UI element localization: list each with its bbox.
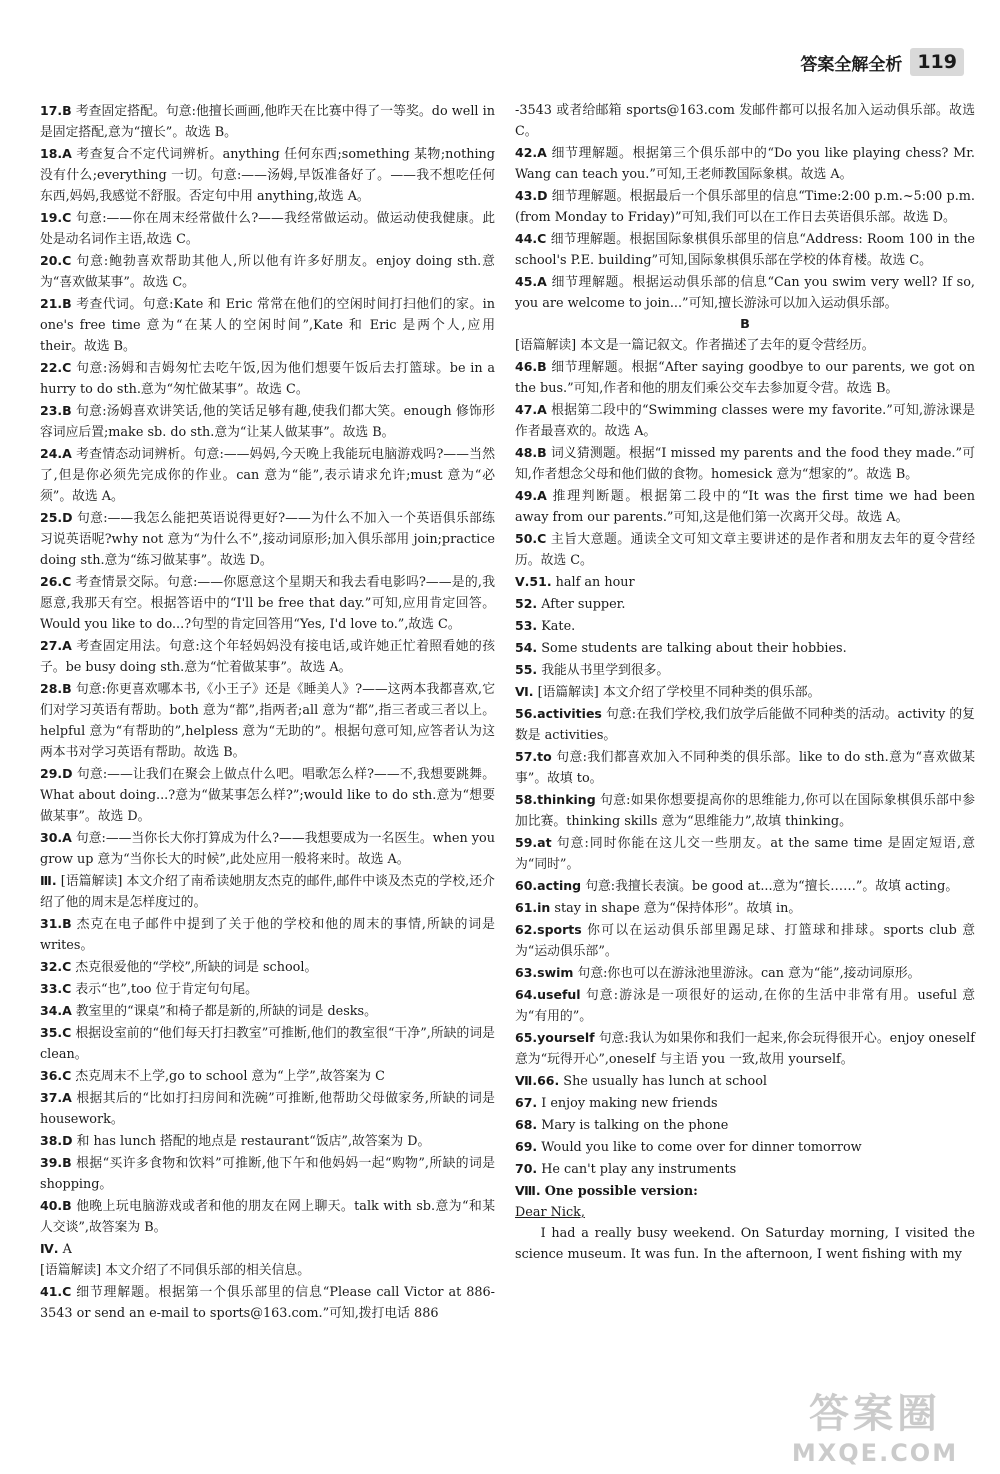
answer-text: 句意:我们都喜欢加入不同种类的俱乐部。like to do sth.意为“喜欢做某事”。故填 to。 <box>515 750 975 786</box>
answer-text: B <box>740 317 750 332</box>
answer-text: Kate. <box>541 619 576 634</box>
answer-item <box>40 827 495 870</box>
answer-item <box>515 1027 975 1070</box>
answer-item <box>40 400 495 443</box>
answer-item <box>515 356 975 399</box>
answer-text: One possible version: <box>544 1184 698 1199</box>
answer-number: 58.thinking <box>515 792 596 807</box>
answer-text: 细节理解题。根据运动俱乐部的信息“Can you swim very well? If so, you are welcome to join...”可知,擅长游泳可以加入运动俱乐部。 <box>515 275 975 311</box>
answer-text: [语篇解读] 本文是一篇记叙文。作者描述了去年的夏令营经历。 <box>515 338 875 353</box>
answer-item <box>515 962 975 984</box>
answer-item <box>40 571 495 635</box>
answer-number: 54. <box>515 640 538 655</box>
answer-number: 35.C <box>40 1025 72 1040</box>
answer-number: Ⅴ.51. <box>515 574 552 589</box>
answer-item <box>40 1152 495 1195</box>
answer-text: Some students are talking about their hobbies. <box>541 641 847 656</box>
header-title: 答案全解全析 <box>800 54 903 75</box>
answer-text: 表示“也”,too 位于肯定句句尾。 <box>75 982 258 997</box>
answer-number: 43.D <box>515 188 548 203</box>
answer-text: 考查情景交际。句意:——你愿意这个星期天和我去看电影吗?——是的,我愿意,我那天有空。根据答语中的“I'll be free that day.”可知,应用肯定回答。Would you like to do...?句型的肯定回答用“Yes, I'd love to.”,故选 C。 <box>40 575 495 632</box>
answer-item <box>515 271 975 314</box>
answer-number: 68. <box>515 1117 538 1132</box>
answer-number: 50.C <box>515 531 547 546</box>
answer-item <box>40 1130 495 1152</box>
answer-text: 考查情态动词辨析。句意:——妈妈,今天晚上我能玩电脑游戏吗?——当然了,但是你必须先完成你的作业。can 意为“能”,表示请求允许;must 意为“必须”。故选 A。 <box>40 447 495 504</box>
answer-item <box>515 228 975 271</box>
answer-text: Mary is talking on the phone <box>541 1118 729 1133</box>
answer-item <box>40 1022 495 1065</box>
answer-text: 句意:你更喜欢哪本书,《小王子》还是《睡美人》?——这两本我都喜欢,它们对学习英语有帮助。both 意为“都”,指两者;all 意为“都”,指三者或三者以上。helpful 意为“有帮助的”,helpless 意为“无助的”。根据句意可知,应答者认为这两本书对学习英语有帮助。故选 B。 <box>40 682 495 760</box>
answer-item <box>515 1180 975 1202</box>
answer-number: 69. <box>515 1139 538 1154</box>
answer-item <box>40 1065 495 1087</box>
answer-item <box>515 875 975 897</box>
answer-item <box>515 1092 975 1114</box>
answer-number: 27.A <box>40 638 72 653</box>
answer-number: 33.C <box>40 981 72 996</box>
answer-item <box>515 703 975 746</box>
answer-text: [语篇解读] 本文介绍了不同俱乐部的相关信息。 <box>40 1263 310 1278</box>
answer-text: 细节理解题。根据“After saying goodbye to our parents, we got on the bus.”可知,作者和他的朋友们乘公交车去参加夏令营。故选 B。 <box>515 360 975 396</box>
answer-text: 他晚上玩电脑游戏或者和他的朋友在网上聊天。talk with sb.意为“和某人交谈”,故答案为 B。 <box>40 1199 495 1235</box>
answer-number: 56.activities <box>515 706 602 721</box>
answer-number: 47.A <box>515 402 547 417</box>
answer-number: 70. <box>515 1161 538 1176</box>
answer-number: 22.C <box>40 360 72 375</box>
answer-text: 句意:如果你想要提高你的思维能力,你可以在国际象棋俱乐部中参加比赛。thinking skills 意为“思维能力”,故填 thinking。 <box>515 793 975 829</box>
answer-item <box>40 293 495 357</box>
answer-number: 61.in <box>515 900 551 915</box>
answer-item <box>40 1195 495 1238</box>
answer-text: Would you like to come over for dinner tomorrow <box>541 1140 862 1155</box>
answer-text: 考查复合不定代词辨析。anything 任何东西;something 某物;nothing 没有什么;everything 一切。句意:——汤姆,早饭准备好了。——我不想吃任何东西,妈妈,我感觉不舒服。否定句中用 anything,故选 A。 <box>40 147 495 204</box>
answer-text: 句意:同时你能在这儿交一些朋友。at the same time 是固定短语,意为“同时”。 <box>515 836 975 872</box>
answer-item <box>515 615 975 637</box>
answer-number: 67. <box>515 1095 538 1110</box>
answer-number: 19.C <box>40 210 72 225</box>
page-header <box>800 44 964 80</box>
answer-item <box>40 357 495 400</box>
answer-text: 句意:你也可以在游泳池里游泳。can 意为“能”,接动词原形。 <box>577 966 921 981</box>
right-column <box>515 100 975 1265</box>
answer-text: 句意:——你在周末经常做什么?——我经常做运动。做运动使我健康。此处是动名词作主语,故选 C。 <box>40 211 495 247</box>
answer-item <box>515 142 975 185</box>
answer-number: 39.B <box>40 1155 72 1170</box>
answer-text: After supper. <box>541 597 626 612</box>
answer-number: 17.B <box>40 103 72 118</box>
answer-number: 52. <box>515 596 538 611</box>
answer-item <box>515 1223 975 1265</box>
answer-number: 37.A <box>40 1090 72 1105</box>
answer-number: Ⅲ. <box>40 873 57 888</box>
answer-text: 细节理解题。根据第三个俱乐部中的“Do you like playing chess? Mr. Wang can teach you.”可知,王老师教国际象棋。故选 A。 <box>515 146 975 182</box>
answer-number: Ⅵ. <box>515 684 534 699</box>
answer-number: 46.B <box>515 359 547 374</box>
answer-number: 48.B <box>515 445 547 460</box>
answer-item <box>40 443 495 507</box>
answer-item <box>40 207 495 250</box>
answer-item <box>515 832 975 875</box>
answer-item <box>40 100 495 143</box>
answer-item <box>515 335 975 356</box>
answer-text: 根据“买许多食物和饮料”可推断,他下午和他妈妈一起“购物”,所缺的词是 shopping。 <box>40 1156 495 1192</box>
answer-number: 42.A <box>515 145 547 160</box>
answer-text: half an hour <box>555 575 635 590</box>
answer-number: Ⅳ. <box>40 1241 59 1256</box>
answer-number: 28.B <box>40 681 72 696</box>
answer-text: 句意:——让我们在聚会上做点什么吧。唱歌怎么样?——不,我想要跳舞。What about doing...?意为“做某事怎么样?”;would like to do sth.意为“想要做某事”。故选 D。 <box>40 767 495 824</box>
answer-item <box>515 919 975 962</box>
answer-text: I enjoy making new friends <box>541 1096 718 1111</box>
answer-item <box>515 100 975 142</box>
answer-item <box>515 1158 975 1180</box>
answer-text: [语篇解读] 本文介绍了南希读她朋友杰克的邮件,邮件中谈及杰克的学校,还介绍了他的周末是怎样度过的。 <box>40 874 495 910</box>
answer-number: Ⅶ.66. <box>515 1073 560 1088</box>
answer-number: 45.A <box>515 274 547 289</box>
answer-number: 63.swim <box>515 965 574 980</box>
answer-item <box>40 1000 495 1022</box>
answer-text: 考查固定搭配。句意:他擅长画画,他昨天在比赛中得了一等奖。do well in 是固定搭配,意为“擅长”。故选 B。 <box>40 104 495 140</box>
answer-text: 考查代词。句意:Kate 和 Eric 常常在他们的空闲时间打扫他们的家。in one's free time 意为“在某人的空闲时间”,Kate 和 Eric 是两个人,应用 their。故选 B。 <box>40 297 495 354</box>
answer-item <box>515 637 975 659</box>
answer-text: 教室里的“课桌”和椅子都是新的,所缺的词是 desks。 <box>75 1004 377 1019</box>
answer-item <box>40 678 495 763</box>
answer-item <box>515 1070 975 1092</box>
answer-text: 句意:在我们学校,我们放学后能做不同种类的活动。activity 的复数是 activities。 <box>515 707 975 743</box>
watermark <box>780 1387 970 1467</box>
answer-text: Dear Nick, <box>515 1205 585 1220</box>
answer-item <box>515 571 975 593</box>
answer-number: 55. <box>515 662 538 677</box>
answer-number: 31.B <box>40 916 72 931</box>
answer-text: 主旨大意题。通读全文可知文章主要讲述的是作者和朋友去年的夏令营经历。故选 C。 <box>515 532 975 568</box>
answer-item <box>40 978 495 1000</box>
answer-item <box>515 485 975 528</box>
answer-text: 杰克周末不上学,go to school 意为“上学”,故答案为 C <box>75 1069 385 1084</box>
answer-text: 杰克很爱他的“学校”,所缺的词是 school。 <box>75 960 318 975</box>
answer-text: I had a really busy weekend. On Saturday morning, I visited the science museum. It was fun. In the afternoon, I went fishing with my <box>515 1226 975 1262</box>
answer-number: 26.C <box>40 574 72 589</box>
answer-item <box>40 870 495 913</box>
answer-text: He can't play any instruments <box>541 1162 737 1177</box>
answer-number: 64.useful <box>515 987 581 1002</box>
answer-number: 62.sports <box>515 922 582 937</box>
answer-number: 34.A <box>40 1003 72 1018</box>
answer-item <box>515 1202 975 1223</box>
answer-item <box>40 1260 495 1281</box>
answer-number: 18.A <box>40 146 72 161</box>
answer-text: A <box>62 1242 72 1257</box>
answer-number: 40.B <box>40 1198 72 1213</box>
answer-item <box>40 143 495 207</box>
answer-text: -3543 或者给邮箱 sports@163.com 发邮件都可以报名加入运动俱乐部。故选 C。 <box>515 103 975 139</box>
answer-number: 59.at <box>515 835 552 850</box>
answer-number: 30.A <box>40 830 72 845</box>
answer-item <box>40 1087 495 1130</box>
answer-item <box>515 746 975 789</box>
answer-text: 词义猜测题。根据“I missed my parents and the food they made.”可知,作者想念父母和他们做的食物。homesick 意为“想家的”。故选 B。 <box>515 446 975 482</box>
answer-number: 38.D <box>40 1133 73 1148</box>
answer-text: 句意:汤姆和吉姆匆忙去吃午饭,因为他们想要午饭后去打篮球。be in a hurry to do sth.意为“匆忙做某事”。故选 C。 <box>40 361 495 397</box>
answer-text: 根据第二段中的“Swimming classes were my favorite.”可知,游泳课是作者最喜欢的。故选 A。 <box>515 403 975 439</box>
answer-number: 24.A <box>40 446 72 461</box>
answer-text: 句意:我认为如果你和我们一起来,你会玩得很开心。enjoy oneself 意为“玩得开心”,oneself 与主语 you 一致,故用 yourself。 <box>515 1031 975 1067</box>
answer-number: 29.D <box>40 766 73 781</box>
answer-number: 53. <box>515 618 538 633</box>
page-number: 119 <box>910 48 964 76</box>
watermark-logo: 答案圈 <box>809 1391 941 1437</box>
answer-text: 我能从书里学到很多。 <box>541 663 670 678</box>
answer-text: 句意:鲍勃喜欢帮助其他人,所以他有许多好朋友。enjoy doing sth.意为“喜欢做某事”。故选 C。 <box>40 254 495 290</box>
answer-text: 句意:——我怎么能把英语说得更好?——为什么不加入一个英语俱乐部练习说英语呢?why not 意为“为什么不”,接动词原形;加入俱乐部用 join;practice doing sth.意为“练习做某事”。故选 D。 <box>40 511 495 568</box>
answer-text: 根据设室前的“他们每天打扫教室”可推断,他们的教室很“干净”,所缺的词是 clean。 <box>40 1026 495 1062</box>
answer-text: 细节理解题。根据最后一个俱乐部里的信息“Time:2:00 p.m.~5:00 p.m.(from Monday to Friday)”可知,我们可以在工作日去英语俱乐部。故选 D。 <box>515 189 975 225</box>
answer-number: 57.to <box>515 749 552 764</box>
answer-number: 36.C <box>40 1068 72 1083</box>
answer-number: 21.B <box>40 296 72 311</box>
answer-item <box>40 507 495 571</box>
answer-item <box>40 635 495 678</box>
answer-item <box>40 250 495 293</box>
left-column <box>40 100 495 1324</box>
answer-number: 65.yourself <box>515 1030 595 1045</box>
answer-text: 细节理解题。根据国际象棋俱乐部里的信息“Address: Room 100 in the school's P.E. building”可知,国际象棋俱乐部在学校的体育楼。故选 C。 <box>515 232 975 268</box>
answer-item <box>515 1114 975 1136</box>
answer-item <box>515 442 975 485</box>
answer-text: 句意:汤姆喜欢讲笑话,他的笑话足够有趣,使我们都大笑。enough 修饰形容词应后置;make sb. do sth.意为“让某人做某事”。故选 B。 <box>40 404 495 440</box>
answer-text: 和 has lunch 搭配的地点是 restaurant“饭店”,故答案为 D。 <box>76 1134 431 1149</box>
answer-number: 23.B <box>40 403 72 418</box>
answer-text: 你可以在运动俱乐部里踢足球、打篮球和排球。sports club 意为“运动俱乐部”。 <box>515 923 975 959</box>
answer-text: 句意:游泳是一项很好的运动,在你的生活中非常有用。useful 意为“有用的”。 <box>515 988 975 1024</box>
answer-item <box>515 314 975 335</box>
answer-item <box>40 1281 495 1324</box>
answer-text: 根据其后的“比如打扫房间和洗碗”可推断,他帮助父母做家务,所缺的词是 housework。 <box>40 1091 495 1127</box>
answer-item <box>515 528 975 571</box>
answer-text: 考查固定用法。句意:这个年轻妈妈没有接电话,或许她正忙着照看她的孩子。be busy doing sth.意为“忙着做某事”。故选 A。 <box>40 639 495 675</box>
answer-text: She usually has lunch at school <box>563 1074 767 1089</box>
answer-number: Ⅷ. <box>515 1183 541 1198</box>
answer-number: 41.C <box>40 1284 72 1299</box>
answer-number: 49.A <box>515 488 547 503</box>
answer-text: 句意:我擅长表演。be good at...意为“擅长……”。故填 acting。 <box>585 879 959 894</box>
answer-item <box>515 185 975 228</box>
answer-number: 44.C <box>515 231 547 246</box>
answer-item <box>515 897 975 919</box>
answer-number: 20.C <box>40 253 72 268</box>
answer-item <box>515 659 975 681</box>
answer-item <box>40 1238 495 1260</box>
answer-text: 杰克在电子邮件中提到了关于他的学校和他的周末的事情,所缺的词是 writes。 <box>40 917 495 953</box>
answer-item <box>40 956 495 978</box>
answer-item <box>40 763 495 827</box>
answer-text: [语篇解读] 本文介绍了学校里不同种类的俱乐部。 <box>537 685 821 700</box>
answer-text: 推理判断题。根据第二段中的“It was the first time we had been away from our parents.”可知,这是他们第一次离开父母。故选 A。 <box>515 489 975 525</box>
answer-text: stay in shape 意为“保持体形”。故填 in。 <box>554 901 802 916</box>
answer-item <box>515 984 975 1027</box>
answer-item <box>515 681 975 703</box>
answer-item <box>515 789 975 832</box>
watermark-url: MXQE.COM <box>791 1439 959 1467</box>
answer-number: 32.C <box>40 959 72 974</box>
answer-item <box>40 913 495 956</box>
answer-text: 细节理解题。根据第一个俱乐部里的信息“Please call Victor at 886-3543 or send an e-mail to sports@163.com.”可知,拨打电话 886 <box>40 1285 495 1321</box>
answer-number: 25.D <box>40 510 73 525</box>
answer-item <box>515 593 975 615</box>
answer-text: 句意:——当你长大你打算成为什么?——我想要成为一名医生。when you grow up 意为“当你长大的时候”,此处应用一般将来时。故选 A。 <box>40 831 495 867</box>
answer-number: 60.acting <box>515 878 582 893</box>
answer-item <box>515 399 975 442</box>
answer-item <box>515 1136 975 1158</box>
